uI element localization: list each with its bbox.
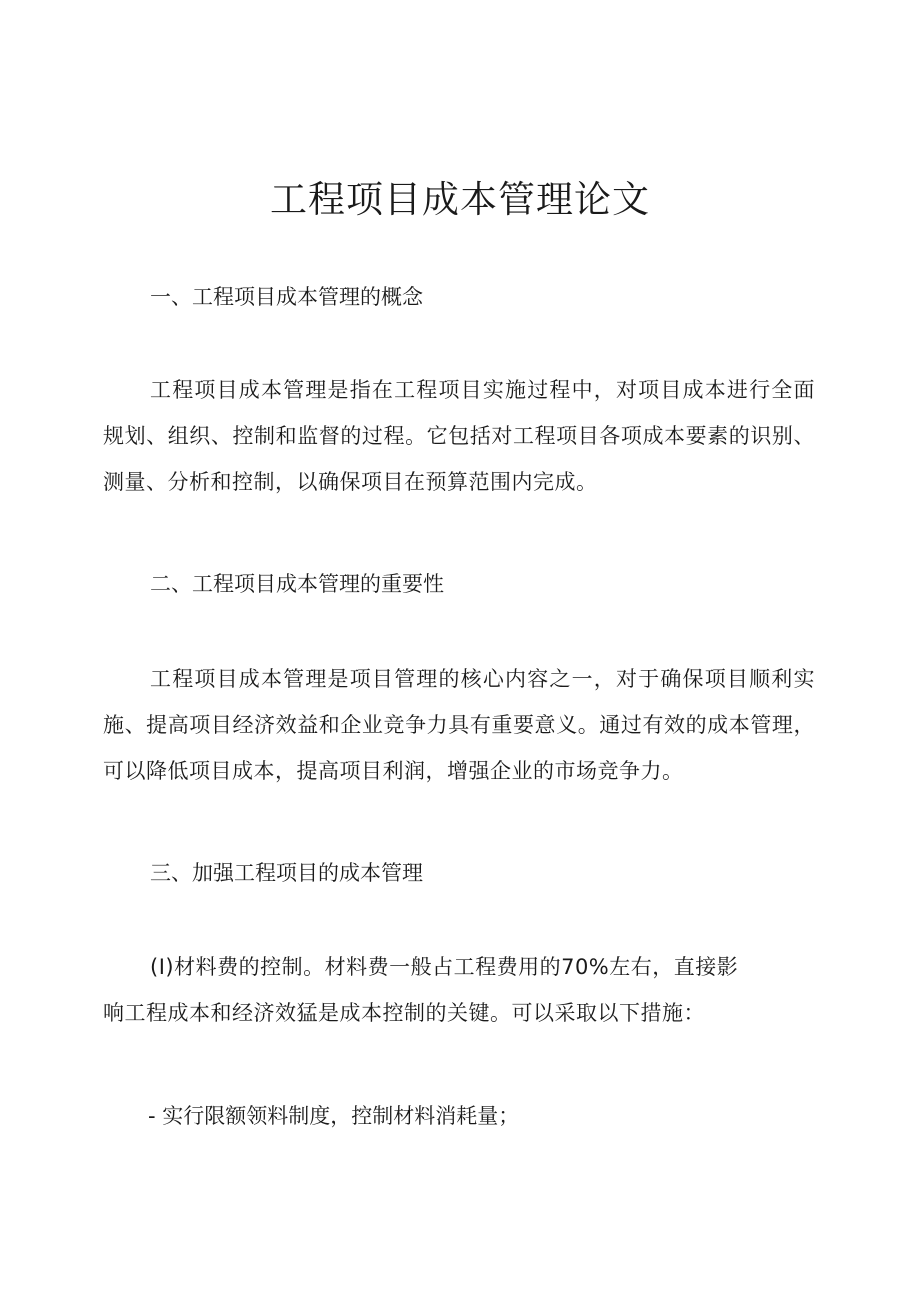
list-item: - 实行限额领料制度，控制材料消耗量； [148,1104,520,1128]
paragraph-importance: 工程项目成本管理是项目管理的核心内容之一，对于确保项目顺利实施、提高项目经济效益和企业竞争力具有重要意义。通过有效的成本管理，可以降低项目成本，提高项目利润，增强企业的市场竞争力。 [103,667,815,783]
section-heading-importance: 二、工程项目成本管理的重要性 [150,572,444,596]
paragraph-material-cost [103,944,815,1036]
paragraph-concept: 工程项目成本管理是指在工程项目实施过程中，对项目成本进行全面规划、组织、控制和监督的过程。它包括对工程项目各项成本要素的识别、测量、分析和控制，以确保项目在预算范围内完成。 [103,378,815,494]
section-heading-concept: 一、工程项目成本管理的概念 [150,285,423,309]
document-title: 工程项目成本管理论文 [270,178,650,221]
section-heading-strengthen: 三、加强工程项目的成本管理 [150,861,423,885]
paragraph-line: 响工程成本和经济效猛是成本控制的关键。可以采取以下措施： [103,1001,705,1025]
paragraph-line: (I)材料费的控制。材料费一般占工程费用的70%左右，直接影 [150,955,739,979]
